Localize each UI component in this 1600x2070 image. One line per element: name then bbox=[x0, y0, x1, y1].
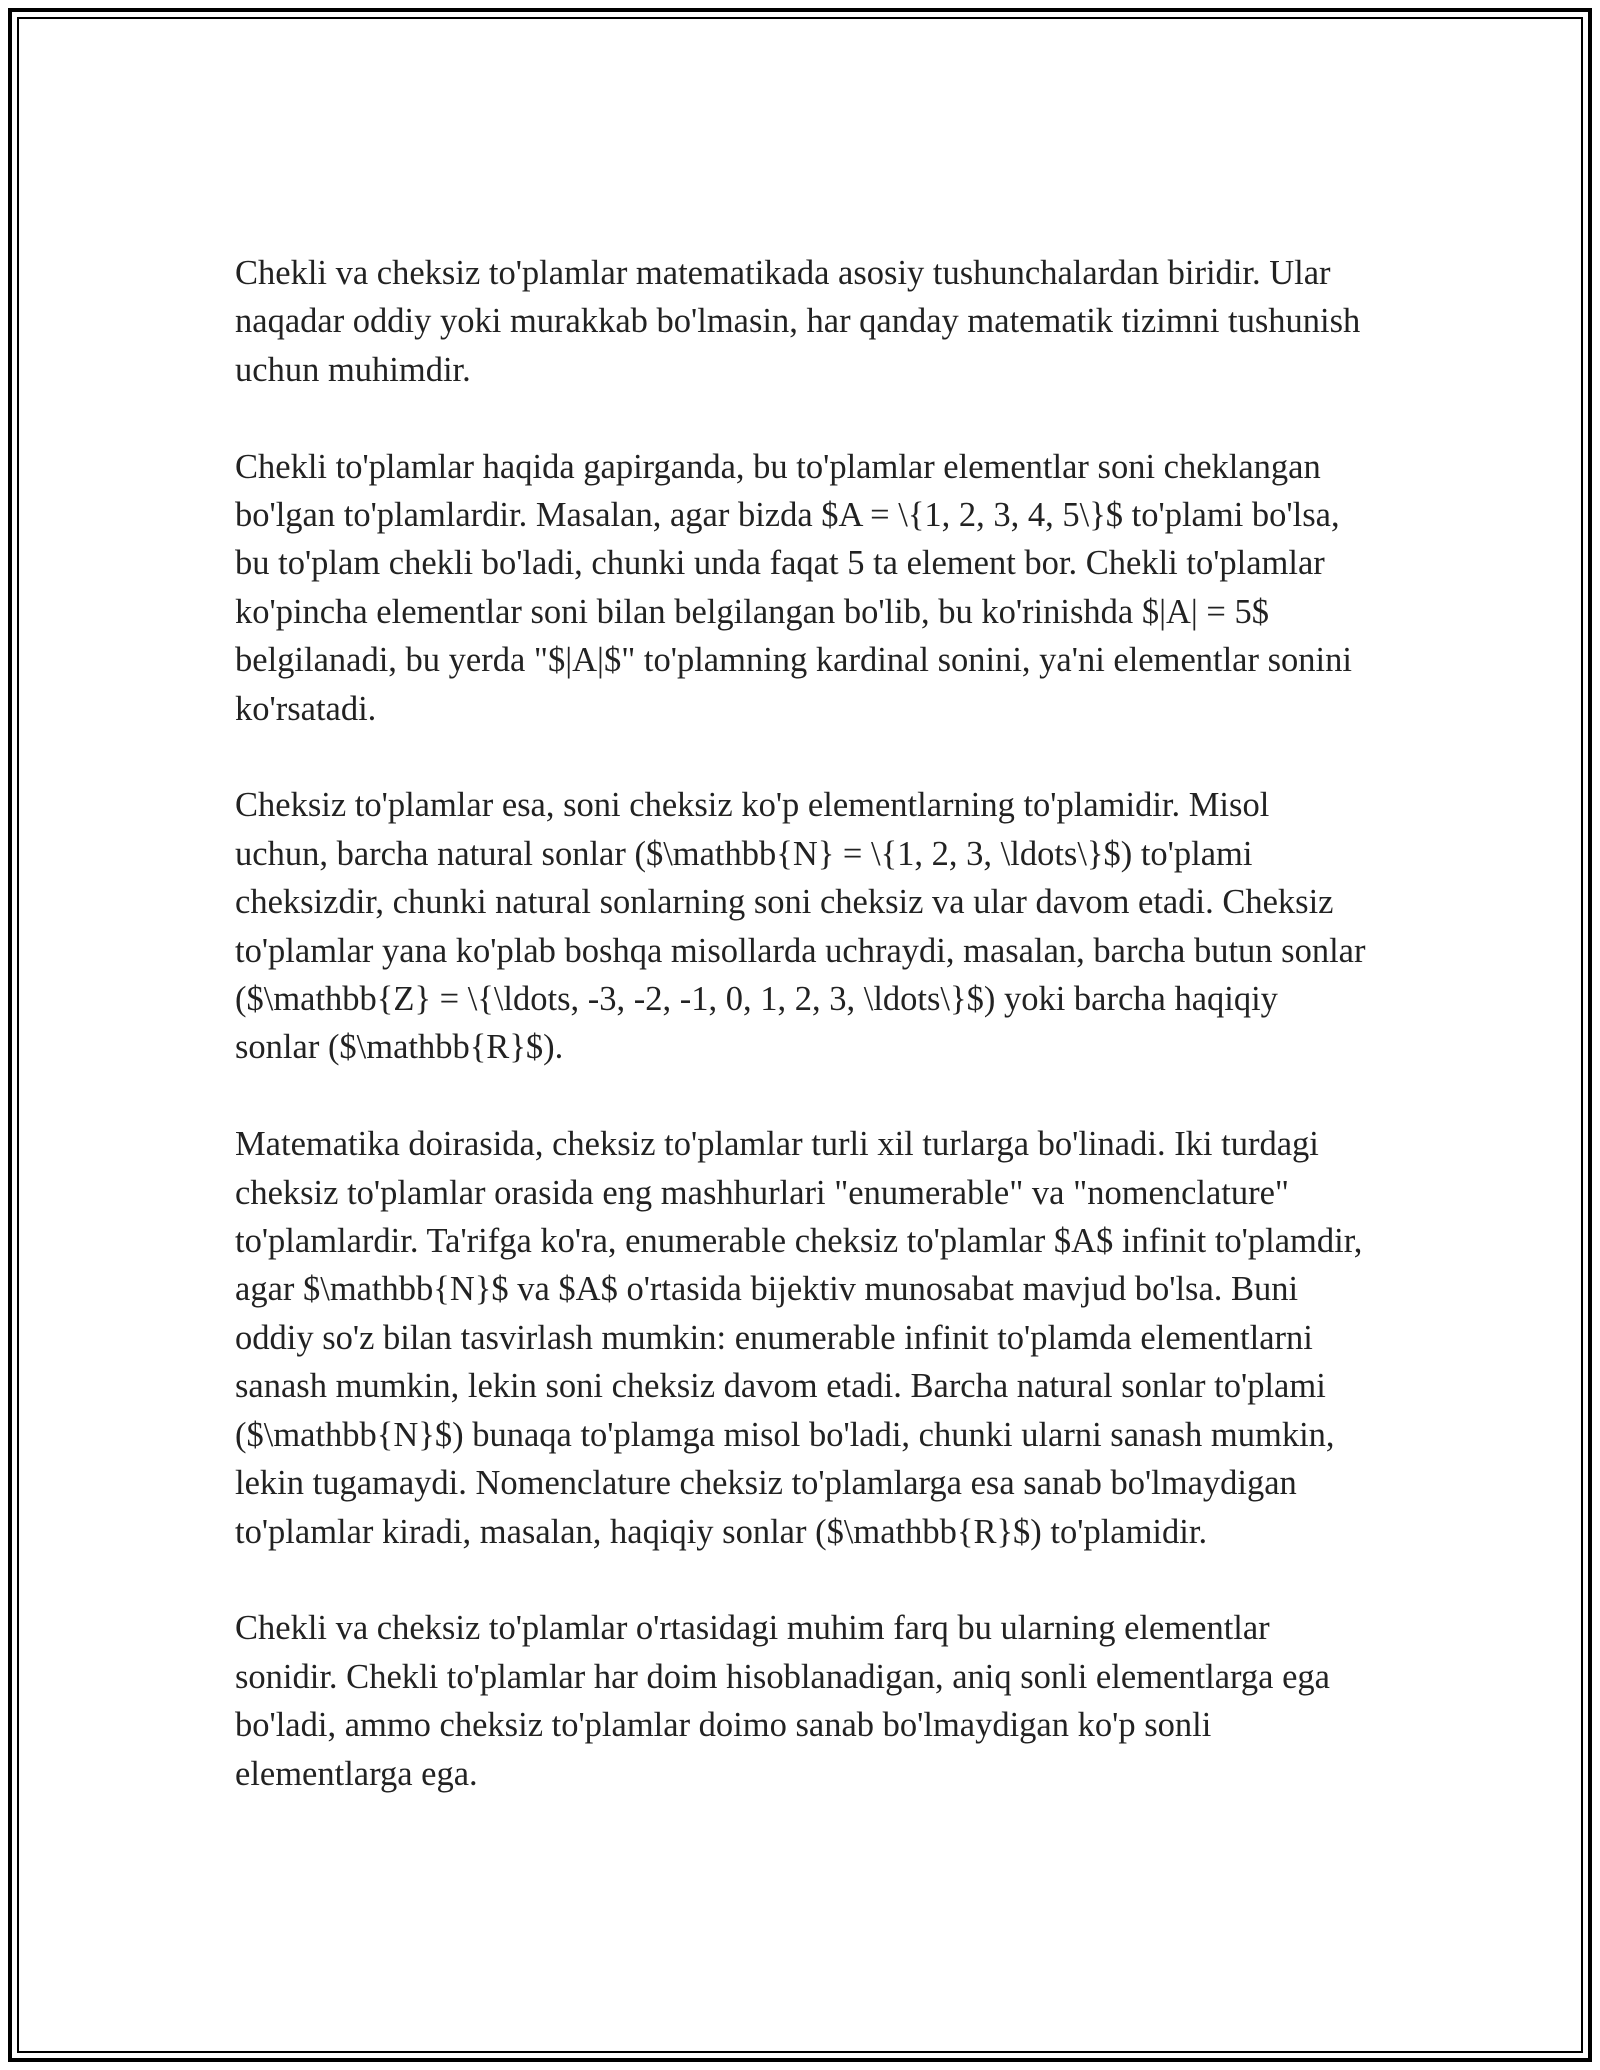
paragraph-infinite-types: Matematika doirasida, cheksiz to'plamlar turli xil turlarga bo'linadi. Iki turdagi cheksiz to'plamlar orasida eng mashhurlari "enumerable" va "nomenclature" to'plamlardir. Ta'rifga ko'ra, enumerable cheksiz to'plamlar $A$ infinit to'plamdir, agar $\mathbb{N}$ va $A$ o'rtasida bijektiv munosabat mavjud bo'lsa. Buni oddiy so'z bilan tasvirlash mumkin: enumerable infinit to'plamda elementlarni sanash mumkin, lekin soni cheksiz davom etadi. Barcha natural sonlar to'plami ($\mathbb{N}$) bunaqa to'plamga misol bo'ladi, chunki ularni sanash mumkin, lekin tugamaydi. Nomenclature cheksiz to'plamlarga esa sanab bo'lmaydigan to'plamlar kiradi, masalan, haqiqiy sonlar ($\mathbb{R}$) to'plamidir. bbox=[235, 1125, 1363, 1551]
paragraph-finite-sets: Chekli to'plamlar haqida gapirganda, bu to'plamlar elementlar soni cheklangan bo'lgan to'plamlardir. Masalan, agar bizda $A = \{1, 2, 3, 4, 5\}$ to'plami bo'lsa, bu to'plam chekli bo'ladi, chunki unda faqat 5 ta element bor. Chekli to'plamlar ko'pincha elementlar soni bilan belgilangan bo'lib, bu ko'rinishda $|A| = 5$ belgilanadi, bu yerda "$|A|$" to'plamning kardinal sonini, ya'ni elementlar sonini ko'rsatadi. bbox=[235, 447, 1352, 728]
paragraph-conclusion: Chekli va cheksiz to'plamlar o'rtasidagi muhim farq bu ularning elementlar sonidir. Chekli to'plamlar har doim hisoblanadigan, aniq sonli elementlarga ega bo'ladi, ammo cheksiz to'plamlar doimo sanab bo'lmaydigan ko'p sonli elementlarga ega. bbox=[235, 1609, 1330, 1793]
document-body bbox=[235, 249, 1370, 1798]
paragraph-infinite-sets: Cheksiz to'plamlar esa, soni cheksiz ko'p elementlarning to'plamidir. Misol uchun, barcha natural sonlar ($\mathbb{N} = \{1, 2, 3, \ldots\}$) to'plami cheksizdir, chunki natural sonlarning soni cheksiz va ular davom etadi. Cheksiz to'plamlar yana ko'plab boshqa misollarda uchraydi, masalan, barcha butun sonlar ($\mathbb{Z} = \{\ldots, -3, -2, -1, 0, 1, 2, 3, \ldots\}$) yoki barcha haqiqiy sonlar ($\mathbb{R}$). bbox=[235, 786, 1366, 1067]
paragraph-intro: Chekli va cheksiz to'plamlar matematikada asosiy tushunchalardan biridir. Ular naqadar oddiy yoki murakkab bo'lmasin, har qanday matematik tizimni tushunish uchun muhimdir. bbox=[235, 254, 1361, 389]
